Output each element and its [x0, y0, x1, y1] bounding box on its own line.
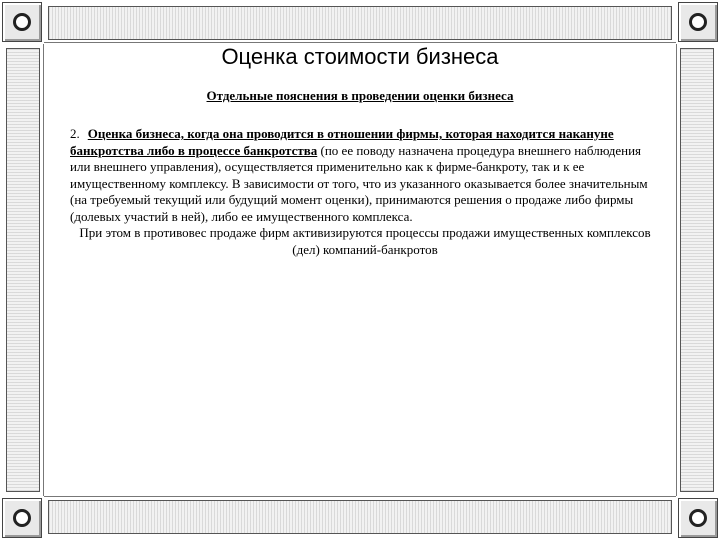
corner-ring-icon	[2, 2, 42, 42]
slide-title: Оценка стоимости бизнеса	[221, 44, 499, 69]
corner-ring-icon	[678, 498, 718, 538]
lead-continuation: (по ее поводу назначена процедура внешнего наблюдения или внешнего управления), осуществляется применительно как к фирме-банкроту, так и к ее имущественному комплексу. В зависимости от того, что из указанного оказывается более значительным (на требуемый текущий или будущий момент оценки), принимаются решения о продаже либо фирмы (долевых участий в ней), либо ее имущественного комплекса.	[70, 142, 648, 224]
corner-ring-icon	[678, 2, 718, 42]
second-paragraph: При этом в противовес продаже фирм активизируются процессы продажи имущественных комплексов (дел) компаний-банкротов	[79, 225, 651, 257]
numbered-paragraph	[70, 126, 660, 225]
slide-body	[70, 126, 660, 258]
frame-inner-line	[44, 496, 676, 497]
frame-inner-line	[44, 42, 676, 43]
frame-inner-line	[676, 44, 677, 496]
frame-bottom-band	[48, 500, 672, 534]
frame-inner-line	[43, 44, 44, 496]
frame-top-band	[48, 6, 672, 40]
corner-ring-icon	[2, 498, 42, 538]
item-number: 2.	[70, 126, 80, 141]
lead-text: Оценка бизнеса, когда она проводится в отношении фирмы, которая находится накануне банкротства либо в процессе банкротства	[70, 126, 614, 158]
slide-subtitle: Отдельные пояснения в проведении оценки бизнеса	[206, 88, 514, 103]
frame-right-band	[680, 48, 714, 492]
frame-left-band	[6, 48, 40, 492]
